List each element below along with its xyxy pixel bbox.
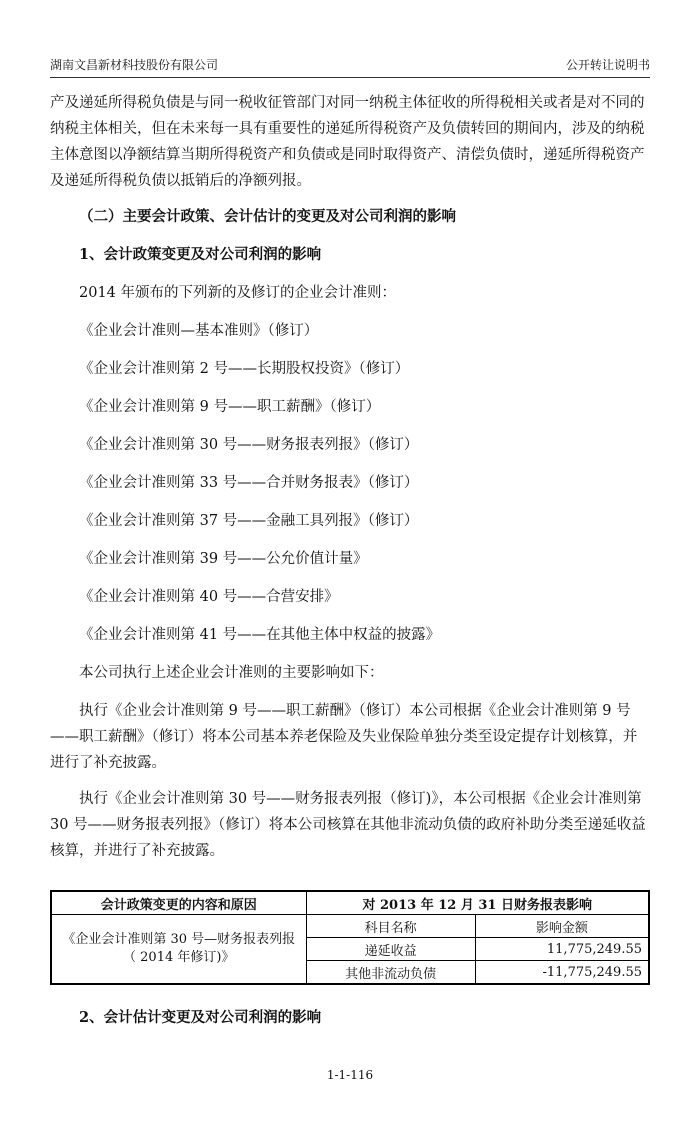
impact-paragraph-2: 执行《企业会计准则第 30 号——财务报表列报（修订)》，本公司根据《企业会计准则第 30 号——财务报表列报》（修订）将本公司核算在其他非流动负债的政府补助分类至递延收益核算，并进行了补充披露。 (50, 791, 646, 859)
document-title: 公开转让说明书 (565, 58, 650, 72)
standard-item: 《企业会计准则第 39 号——公允价值计量》 (79, 551, 368, 567)
standard-item: 《企业会计准则第 2 号——长期股权投资》（修订） (79, 361, 410, 377)
standard-item: 《企业会计准则第 30 号——财务报表列报》（修订） (79, 437, 419, 453)
table-cell-amount: -11,775,249.55 (475, 961, 649, 985)
section-title: （二）主要会计政策、会计估计的变更及对公司利润的影响 (79, 208, 456, 225)
header-divider (50, 77, 650, 78)
page-header (50, 56, 650, 76)
standards-intro: 2014 年颁布的下列新的及修订的企业会计准则： (79, 285, 397, 301)
table-subheader-amount: 影响金额 (475, 915, 649, 938)
impact-paragraph-1: 执行《企业会计准则第 9 号——职工薪酬》（修订）本公司根据《企业会计准则第 9 号——职工薪酬》（修订）将本公司基本养老保险及失业保险单独分类至设定提存计划核算，并进行了补充披露。 (50, 703, 638, 771)
table-header-row (51, 891, 649, 915)
subsection-title-1: 1、会计政策变更及对公司利润的影响 (79, 246, 322, 263)
subsection-title-2: 2、会计估计变更及对公司利润的影响 (79, 1009, 322, 1026)
table-cell-item: 递延收益 (306, 938, 475, 961)
company-name: 湖南文昌新材科技股份有限公司 (50, 58, 219, 72)
page-number: 1-1-116 (326, 1068, 374, 1082)
main-content (50, 90, 650, 874)
standard-item: 《企业会计准则—基本准则》（修订） (79, 323, 319, 339)
standard-item: 《企业会计准则第 41 号——在其他主体中权益的披露》 (79, 627, 441, 643)
table-header-reason: 会计政策变更的内容和原因 (51, 891, 306, 915)
table-cell-item: 其他非流动负债 (306, 961, 475, 985)
after-table-content (50, 1005, 650, 1043)
table-cell-amount: 11,775,249.55 (475, 938, 649, 961)
standard-item: 《企业会计准则第 33 号——合并财务报表》（修订） (79, 475, 419, 491)
table-header-impact: 对 2013 年 12 月 31 日财务报表影响 (306, 891, 649, 915)
standard-item: 《企业会计准则第 9 号——职工薪酬》（修订） (79, 399, 381, 415)
impact-intro: 本公司执行上述企业会计准则的主要影响如下： (79, 665, 384, 681)
table-subheader-item: 科目名称 (306, 915, 475, 938)
intro-paragraph: 产及递延所得税负债是与同一税收征管部门对同一纳税主体征收的所得税相关或者是对不同的纳税主体相关，但在未来每一具有重要性的递延所得税资产及负债转回的期间内，涉及的纳税主体意图以净额结算当期所得税资产和负债或是同时取得资产、清偿负债时，递延所得税资产及递延所得税负债以抵销后的净额列报。 (50, 95, 645, 189)
table-row (51, 915, 649, 938)
standard-item: 《企业会计准则第 40 号——合营安排》 (79, 589, 339, 605)
table-reason-cell: 《企业会计准则第 30 号—财务报表列报（ 2014 年修订)》 (51, 915, 306, 985)
standard-item: 《企业会计准则第 37 号——金融工具列报》（修订） (79, 513, 419, 529)
policy-change-table (50, 890, 650, 985)
